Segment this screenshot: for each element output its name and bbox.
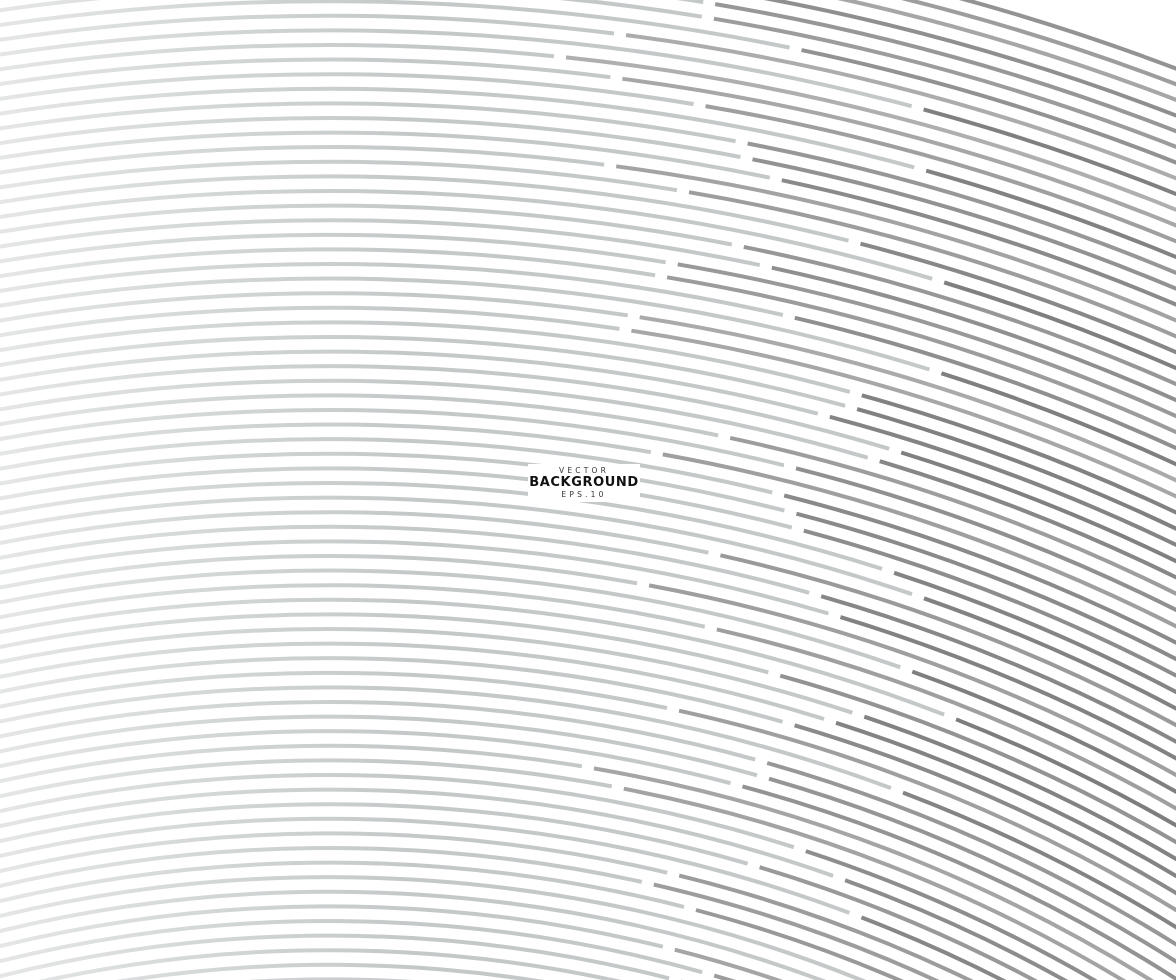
label-bottom-text: EPS.10	[561, 490, 607, 499]
label-main-text: BACKGROUND	[529, 475, 639, 490]
label-top-text: VECTOR	[558, 466, 609, 475]
title-label	[528, 464, 640, 502]
